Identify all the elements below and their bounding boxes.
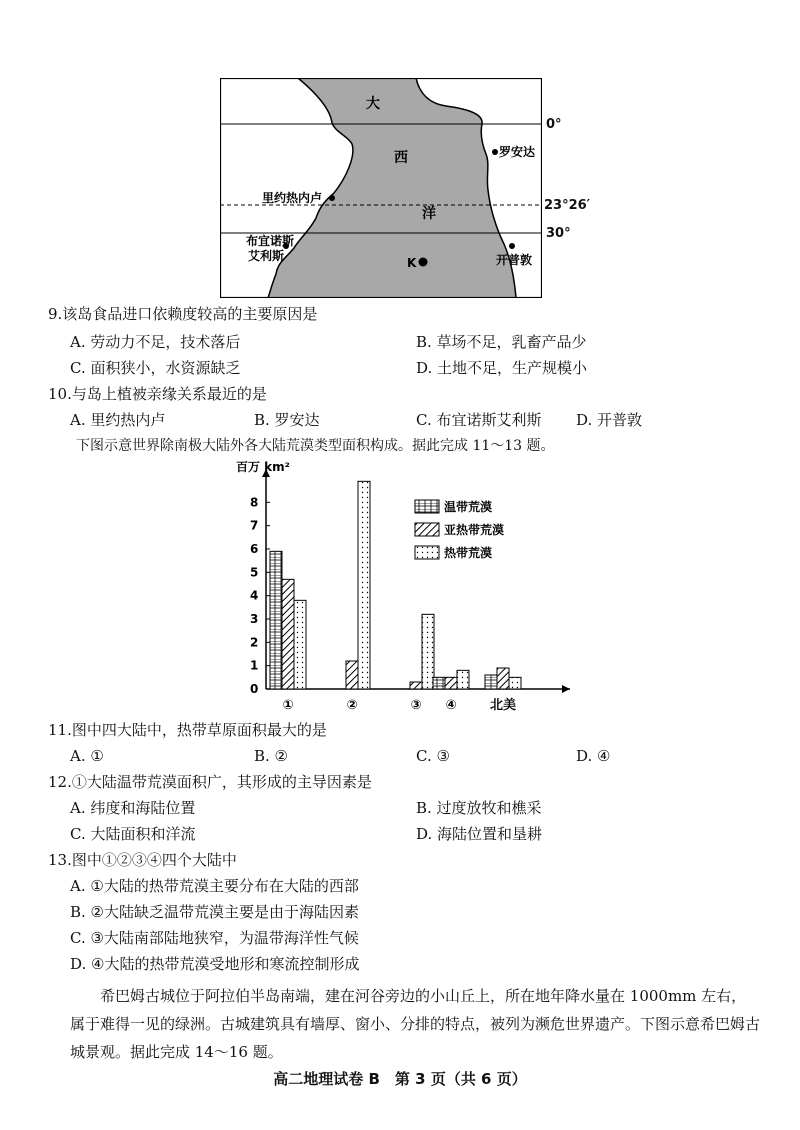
k-dot [419, 258, 428, 267]
bar-subtropical [497, 668, 509, 689]
y-axis-title: 百万 km² [236, 460, 290, 474]
bar-tropical [422, 614, 434, 689]
q9-option-d[interactable]: D. 土地不足，生产规模小 [416, 359, 588, 377]
q13-option-b[interactable]: B. ②大陆缺乏温带荒漠主要是由于海陆因素 [70, 903, 360, 921]
x-category-label: ④ [445, 698, 457, 713]
capetown-label: 开普敦 [496, 253, 533, 267]
q9-option-c[interactable]: C. 面积狭小，水资源缺乏 [70, 359, 241, 377]
desert-area-chart [230, 455, 580, 725]
bar-tropical [457, 670, 469, 689]
rio-dot [329, 195, 335, 201]
intro-11-13: 下图示意世界除南极大陆外各大陆荒漠类型面积构成。据此完成 11～13 题。 [76, 438, 555, 454]
q11-option-b[interactable]: B. ② [254, 747, 289, 765]
x-axis-arrow [562, 685, 570, 693]
luanda-label: 罗安达 [499, 145, 536, 159]
legend-label-subtropical: 亚热带荒漠 [444, 523, 505, 537]
q10-option-d[interactable]: D. 开普敦 [576, 411, 643, 429]
atlantic-map [220, 78, 542, 298]
q11-option-c[interactable]: C. ③ [416, 747, 450, 765]
ocean-label-yang: 洋 [422, 206, 436, 222]
ocean-label-xi: 西 [394, 150, 408, 166]
q9-option-a[interactable]: A. 劳动力不足，技术落后 [70, 333, 241, 351]
x-category-label: ① [282, 698, 294, 713]
bar-subtropical [346, 661, 358, 689]
legend-swatch-subtropical [415, 523, 439, 536]
x-category-label: ③ [410, 698, 422, 713]
x-category-label: 北美 [489, 698, 517, 713]
bar-tropical [509, 677, 521, 689]
q12-option-c[interactable]: C. 大陆面积和洋流 [70, 825, 196, 843]
y-tick-label: 8 [250, 495, 259, 510]
y-tick-label: 3 [250, 612, 259, 626]
bar-subtropical [282, 579, 294, 689]
q13-stem: 13.图中①②③④四个大陆中 [48, 851, 237, 869]
x-category-label: ② [346, 698, 358, 713]
y-tick-label: 5 [250, 565, 259, 580]
q12-option-a[interactable]: A. 纬度和海陆位置 [70, 799, 196, 817]
luanda-dot [492, 149, 498, 155]
q11-option-a[interactable]: A. ① [70, 747, 104, 765]
bar-subtropical [445, 677, 457, 689]
y-tick-label: 1 [250, 658, 259, 673]
bar-tropical [294, 600, 306, 689]
bar-temperate [485, 675, 497, 689]
q13-option-c[interactable]: C. ③大陆南部陆地狭窄，为温带海洋性气候 [70, 929, 359, 947]
y-tick-label: 6 [250, 542, 259, 556]
ba-label-2: 艾利斯 [248, 249, 285, 263]
q12-option-d[interactable]: D. 海陆位置和垦耕 [416, 825, 543, 843]
legend-swatch-tropical [415, 546, 439, 559]
q10-option-b[interactable]: B. 罗安达 [254, 411, 320, 429]
q13-option-a[interactable]: A. ①大陆的热带荒漠主要分布在大陆的西部 [70, 877, 359, 895]
bar-tropical [358, 481, 370, 689]
q10-stem: 10.与岛上植被亲缘关系最近的是 [48, 385, 267, 403]
legend-swatch-temperate [415, 500, 439, 513]
page-footer: 高二地理试卷 B 第 3 页（共 6 页） [273, 1070, 527, 1088]
q12-option-b[interactable]: B. 过度放牧和樵采 [416, 799, 542, 817]
lat-30-label: 30° [546, 226, 571, 241]
rio-label: 里约热内卢 [262, 191, 323, 205]
y-tick-label: 7 [250, 518, 259, 533]
q10-option-c[interactable]: C. 布宜诺斯艾利斯 [416, 411, 542, 429]
y-tick-label: 2 [250, 635, 259, 650]
lat-0-label: 0° [546, 117, 562, 132]
legend-label-tropical: 热带荒漠 [444, 546, 493, 560]
chart-legend [415, 499, 504, 560]
bar-temperate [433, 677, 445, 689]
q11-option-d[interactable]: D. ④ [576, 747, 611, 765]
y-tick-label: 0 [250, 682, 259, 696]
q13-option-d[interactable]: D. ④大陆的热带荒漠受地形和寒流控制形成 [70, 955, 360, 973]
k-label: K [407, 256, 417, 270]
y-tick-label: 4 [250, 588, 259, 603]
q9-stem: 9.该岛食品进口依赖度较高的主要原因是 [48, 305, 318, 323]
q9-option-b[interactable]: B. 草场不足，乳畜产品少 [416, 333, 587, 351]
ba-label-1: 布宜诺斯 [246, 234, 295, 248]
ocean-label-da: 大 [366, 96, 380, 112]
bar-temperate [270, 551, 282, 689]
q11-stem: 11.图中四大陆中，热带草原面积最大的是 [48, 721, 327, 739]
q10-option-a[interactable]: A. 里约热内卢 [70, 411, 166, 429]
q12-stem: 12.①大陆温带荒漠面积广，其形成的主导因素是 [48, 773, 372, 791]
bar-subtropical [410, 682, 422, 689]
lat-2326-label: 23°26′ [544, 198, 591, 213]
intro-14-16: 希巴姆古城位于阿拉伯半岛南端，建在河谷旁边的小山丘上，所在地年降水量在 1000mm 左右，属于难得一见的绿洲。古城建筑具有墙厚、窗小、分排的特点，被列为濒危世界遗产。下图示意希巴姆古城景观。据此完成 14～16 题。 [70, 987, 761, 1061]
legend-label-temperate: 温带荒漠 [444, 500, 493, 514]
capetown-dot [509, 243, 515, 249]
